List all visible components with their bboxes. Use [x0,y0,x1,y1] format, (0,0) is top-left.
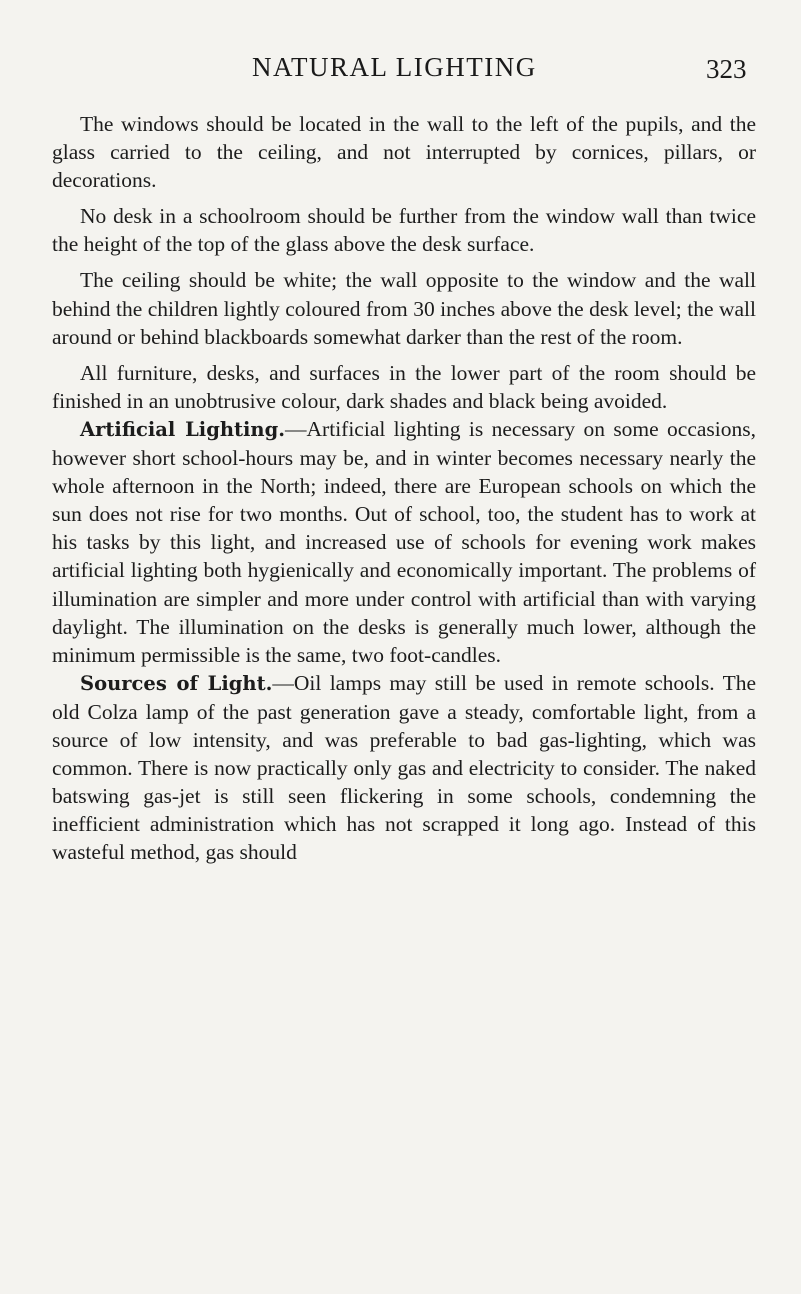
section-heading: Sources of Light. [80,671,273,695]
paragraph-text: All furniture, desks, and surfaces in the lower part of the room should be finished in an unobtrusive colour, dark shades and black being avoided. [52,360,756,413]
paragraph-window-placement [52,110,756,194]
paragraph-sources-of-light [52,669,756,867]
body-text [52,110,756,866]
paragraph-furniture [52,359,756,415]
paragraph-artificial-lighting [52,415,756,669]
section-heading: Artificial Lighting. [80,417,286,441]
paragraph-text: No desk in a schoolroom should be further from the window wall than twice the height of the top of the glass above the desk surface. [52,204,756,257]
paragraph-text: The ceiling should be white; the wall opposite to the window and the wall behind the children lightly coloured from 30 inches above the desk level; the wall around or behind blackboards somewhat darker than the rest of the room. [52,268,756,349]
running-header [0,46,801,86]
paragraph-text: —Oil lamps may still be used in remote schools. The old Colza lamp of the past generation gave a steady, comfortable light, from a source of low intensity, and was preferable to bad gas-lighting, which was common. There is now practically only gas and electricity to consider. The naked batswing gas-jet is still seen flickering in some schools, condemning the inefficient administration which has not scrapped it long ago. Instead of this wasteful method, gas should [52,670,756,865]
running-title: NATURAL LIGHTING [252,52,537,82]
paragraph-desk-distance [52,202,756,258]
paragraph-text: —Artificial lighting is necessary on some occasions, however short school-hours may be, and in winter becomes necessary nearly the whole afternoon in the North; indeed, there are European schools on which the sun does not rise for two months. Out of school, too, the student has to work at his tasks by this light, and increased use of schools for evening work makes artificial lighting both hygienically and economically important. The problems of illumination are simpler and more under control with artificial than with varying daylight. The illumination on the desks is generally much lower, although the minimum permissible is the same, two foot-candles. [52,416,756,667]
paragraph-text: The windows should be located in the wall to the left of the pupils, and the glass carried to the ceiling, and not interrupted by cornices, pillars, or decorations. [52,112,756,193]
paragraph-wall-colours [52,266,756,350]
page-number: 323 [706,54,747,84]
